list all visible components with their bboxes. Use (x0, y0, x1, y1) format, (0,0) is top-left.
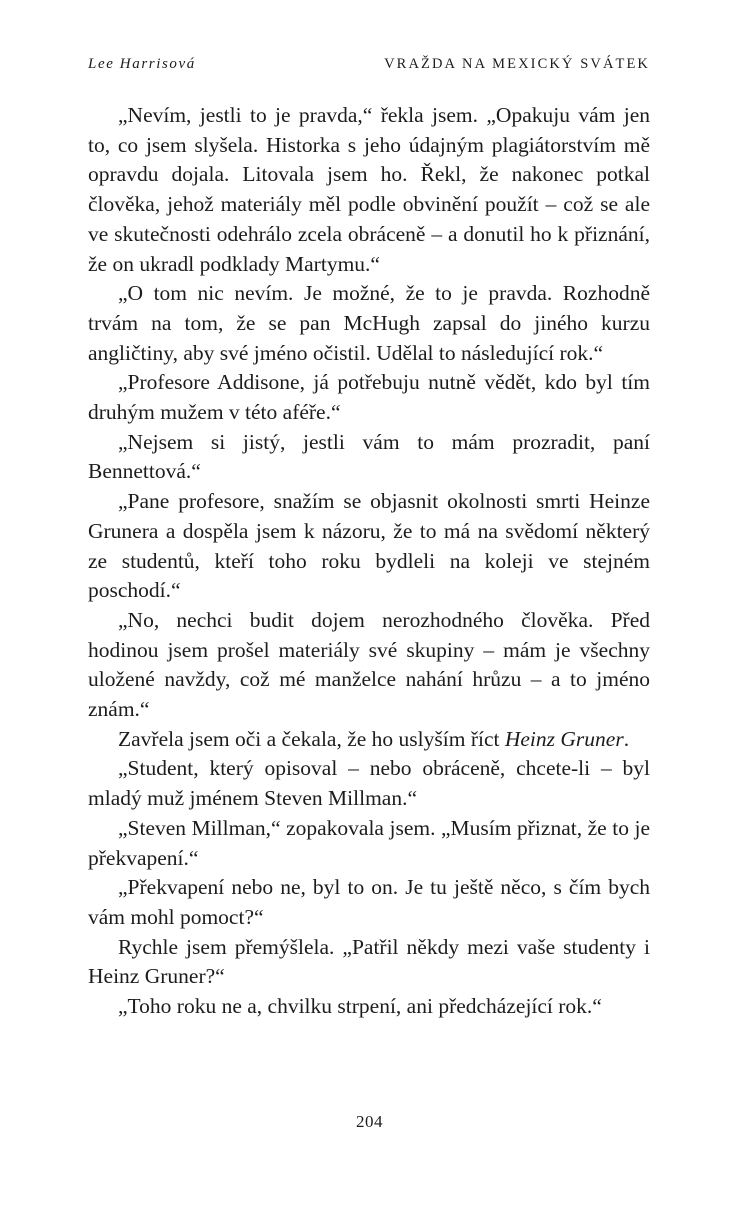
paragraph: „Nejsem si jistý, jestli vám to mám prozradit, paní Bennettová.“ (88, 429, 650, 484)
paragraph: „Steven Millman,“ zopakovala jsem. „Musím přiznat, že to je překvapení.“ (88, 815, 650, 870)
running-head-author: Lee Harrisová (88, 56, 196, 72)
paragraph (88, 725, 650, 755)
paragraph: „Překvapení nebo ne, byl to on. Je tu ještě něco, s čím bych vám mohl pomoct?“ (88, 875, 650, 929)
paragraph: „No, nechci budit dojem nerozhodného člověka. Před hodinou jsem prošel materiály své skupiny – mám je všechny uložené navždy, což mé manželce nahání hrůzu – a to jméno znám.“ (88, 607, 650, 722)
body-text (88, 101, 650, 1022)
paragraph: „Pane profesore, snažím se objasnit okolnosti smrti Heinze Grunera a dospěla jsem k názoru, že to má na svědomí některý ze studentů, kteří toho roku bydleli na koleji ve stejném poschodí.“ (88, 489, 650, 603)
paragraph-italic-name: Heinz Gruner (504, 726, 624, 751)
running-head (88, 56, 650, 80)
paragraph: „O tom nic nevím. Je možné, že to je pravda. Rozhodně trvám na tom, že se pan McHugh zapsal do jiného kurzu angličtiny, aby své jméno očistil. Udělal to následující rok.“ (88, 281, 650, 365)
paragraph: „Student, který opisoval – nebo obráceně, chcete-li – byl mladý muž jménem Steven Millman.“ (88, 756, 650, 811)
running-head-book-title: VRAŽDA NA MEXICKÝ SVÁTEK (384, 56, 650, 72)
paragraph: „Profesore Addisone, já potřebuju nutně vědět, kdo byl tím druhým mužem v této aféře.“ (88, 370, 650, 425)
paragraph: „Nevím, jestli to je pravda,“ řekla jsem. „Opakuju vám jen to, co jsem slyšela. Historka s jeho údajným plagiátorstvím mě opravdu dojala. Litovala jsem ho. Řekl, že nakonec potkal člověka, jehož materiály měl podle obvinění použít – což se ale ve skutečnosti odehrálo zcela obráceně – a donutil ho k přiznání, že on ukradl podklady Martymu.“ (88, 103, 650, 276)
paragraph: „Toho roku ne a, chvilku strpení, ani předcházející rok.“ (118, 994, 602, 1019)
paragraph-text: . (623, 726, 630, 751)
paragraph: Rychle jsem přemýšlela. „Patřil někdy mezi vaše studenty i Heinz Gruner?“ (88, 934, 650, 989)
paragraph-text: Zavřela jsem oči a čekala, že ho uslyším říct (118, 726, 505, 751)
page-number: 204 (356, 1112, 383, 1131)
